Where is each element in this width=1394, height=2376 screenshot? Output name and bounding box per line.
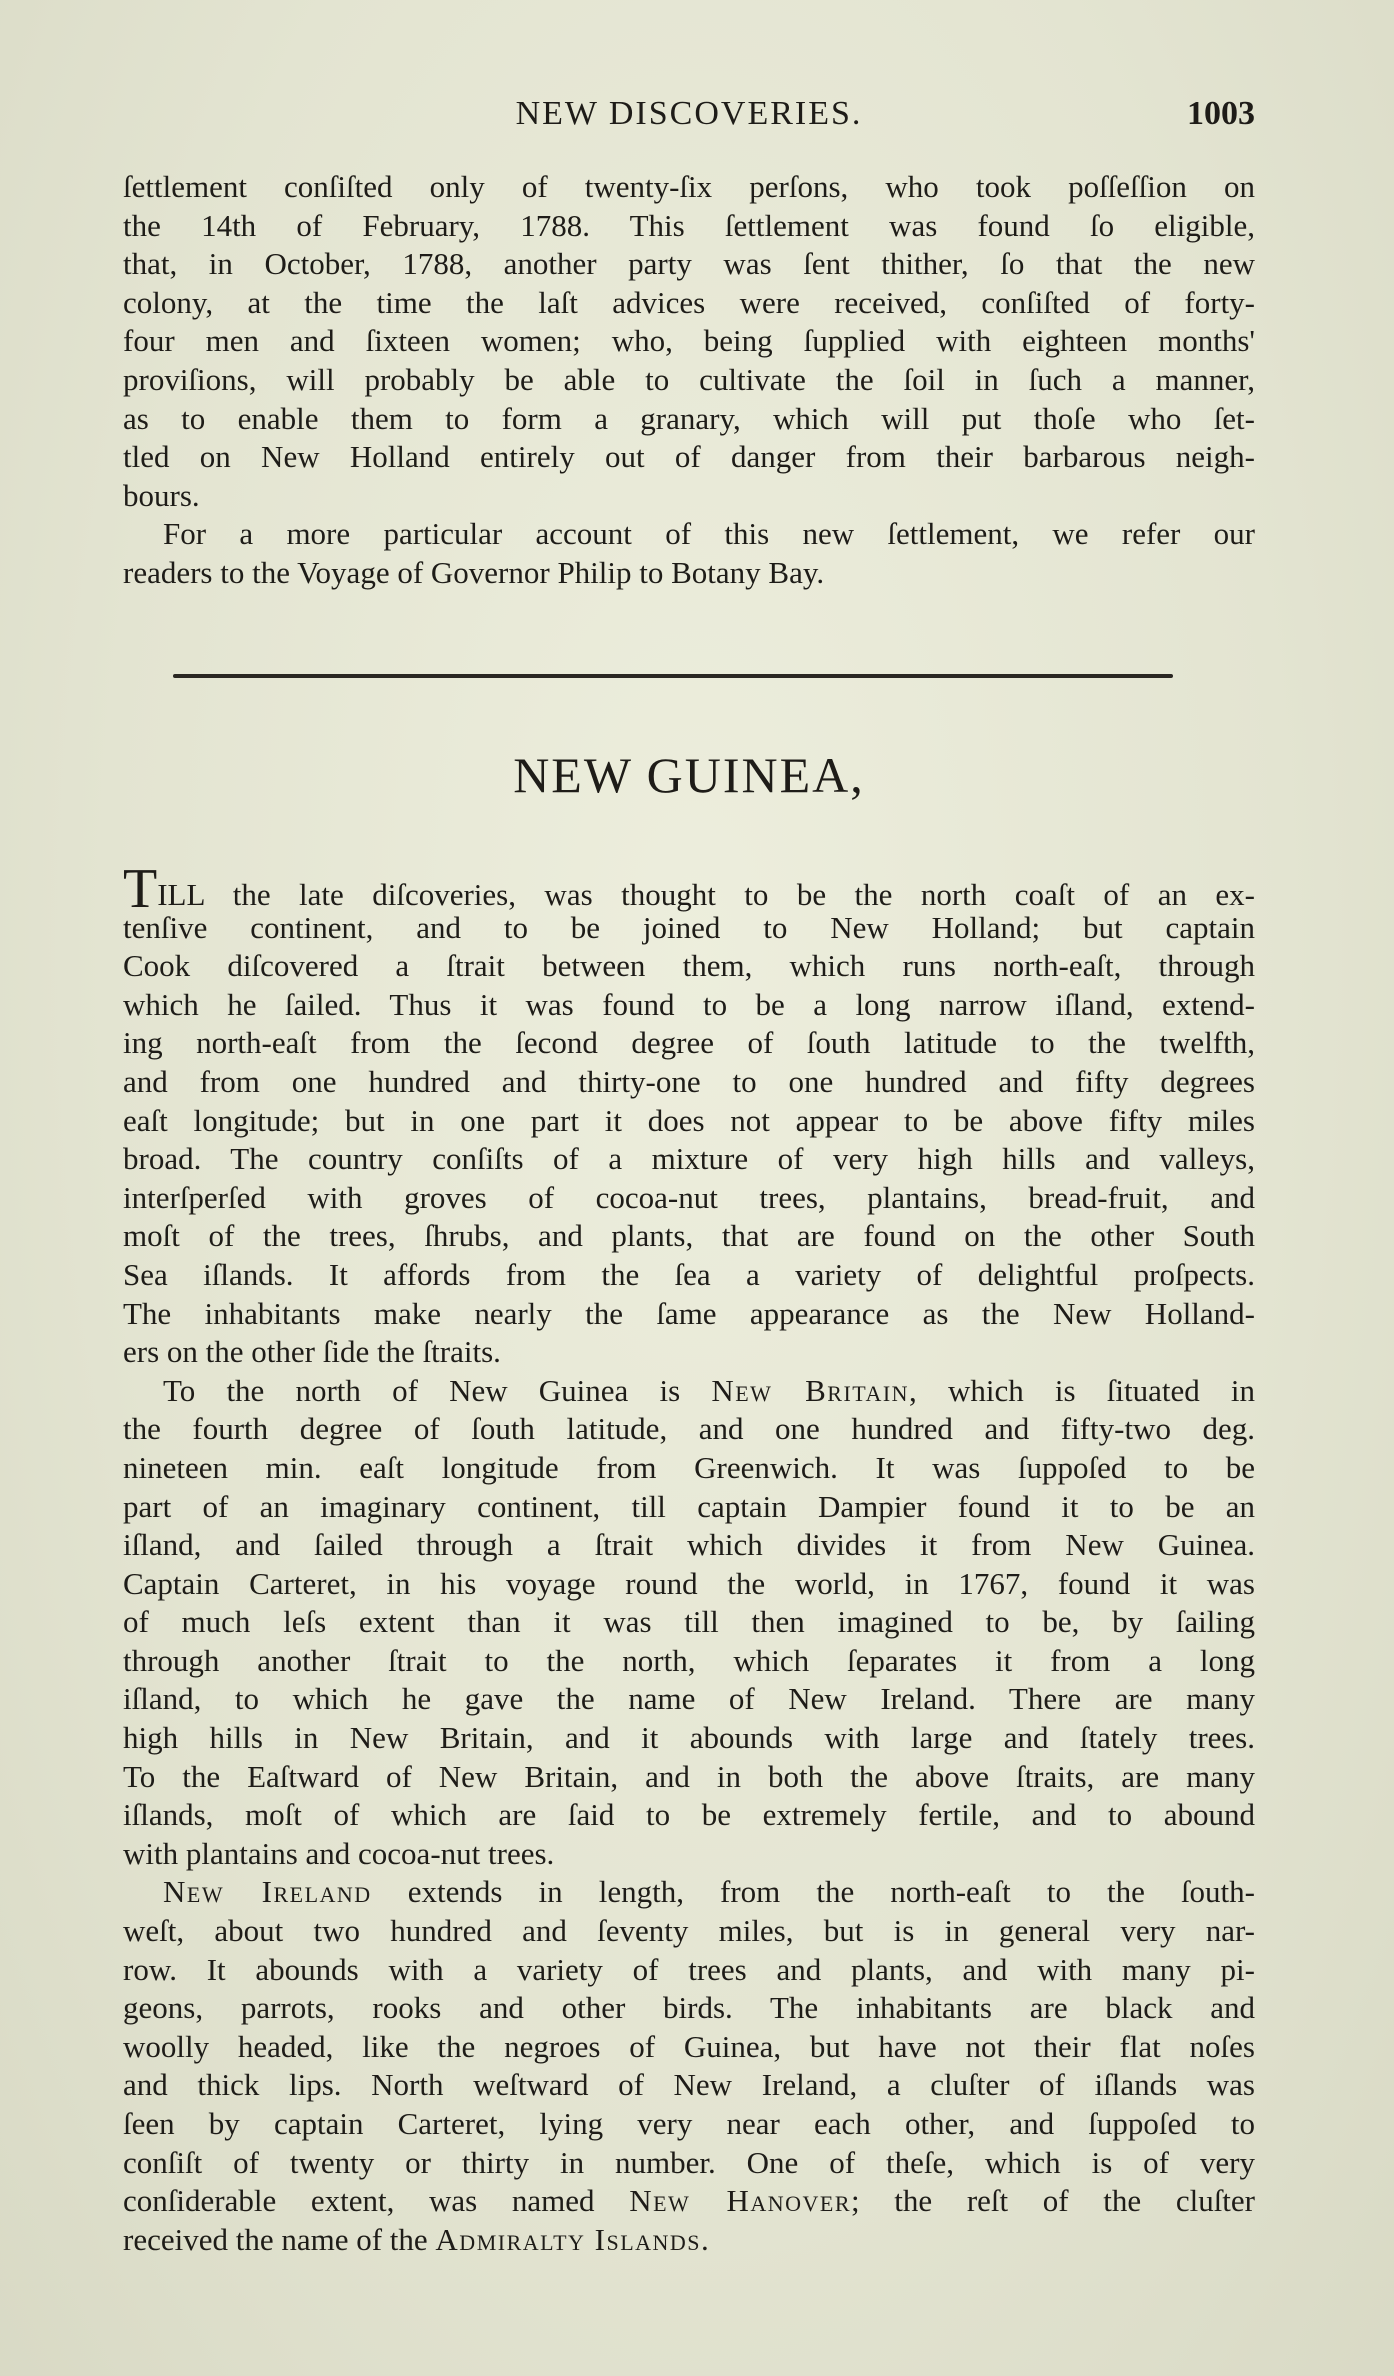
text-line: four men and ſixteen women; who, being ſupplied with eighteen months' (123, 323, 1255, 359)
text-line: readers to the Voyage of Governor Philip to Botany Bay. (123, 554, 825, 590)
paragraph (123, 168, 1255, 515)
text-line: the 14th of February, 1788. This ſettlement was found ſo eligible, (123, 207, 1255, 243)
text-line: interſperſed with groves of cocoa-nut trees, plantains, bread-fruit, and (123, 1179, 1255, 1215)
section-text-block (123, 858, 1256, 2259)
small-caps-name: New Hanover (629, 2183, 852, 2219)
drop-cap: T (123, 858, 158, 920)
text-line: The inhabitants make nearly the ſame appearance as the New Holland- (123, 1295, 1255, 1331)
text-line: that, in October, 1788, another party was ſent thither, ſo that the new (123, 246, 1255, 282)
text-line: weſt, about two hundred and ſeventy miles, but is in general very nar- (123, 1913, 1255, 1949)
text-line: tenſive continent, and to be joined to New Holland; but captain (123, 909, 1255, 945)
section-divider-rule (173, 674, 1173, 678)
text-line: Cook diſcovered a ſtrait between them, which runs north-eaſt, through (123, 948, 1255, 984)
text-line: ſettlement conſiſted only of twenty-ſix perſons, who took poſſeſſion on (123, 169, 1255, 204)
text-line: bours. (123, 477, 200, 513)
text-line: eaſt longitude; but in one part it does not appear to be above fifty miles (123, 1102, 1255, 1138)
text-line: geons, parrots, rooks and other birds. The inhabitants are black and (123, 1990, 1255, 2026)
text-line: as to enable them to form a granary, which will put thoſe who ſet- (123, 400, 1255, 436)
text-line: ſeen by captain Carteret, lying very near each other, and ſuppoſed to (123, 2106, 1255, 2141)
text-line: Captain Carteret, in his voyage round the world, in 1767, found it was (123, 1565, 1255, 1601)
text-line: ing north-eaſt from the ſecond degree of ſouth latitude to the twelfth, (123, 1025, 1255, 1061)
text-line: To the Eaſtward of New Britain, and in both the above ſtraits, are many (123, 1758, 1255, 1794)
paragraph (123, 1873, 1255, 2259)
text-line: Sea iſlands. It affords from the ſea a variety of delightful proſpects. (123, 1256, 1255, 1292)
text-line: and thick lips. North weſtward of New Ireland, a cluſter of iſlands was (123, 2067, 1255, 2103)
text-line: For a more particular account of this new ſettlement, we refer our (163, 516, 1255, 552)
small-caps-name: Admiralty Islands (435, 2221, 702, 2257)
text-line: conſiſt of twenty or thirty in number. One of theſe, which is of very (123, 2144, 1255, 2180)
text-line: which he ſailed. Thus it was found to be a long narrow iſland, extend- (123, 986, 1255, 1022)
paragraph (123, 515, 1255, 592)
text-line: nineteen min. eaſt longitude from Greenwich. It was ſuppoſed to be (123, 1449, 1255, 1485)
text-line: iſland, to which he gave the name of New Ireland. There are many (123, 1681, 1255, 1717)
paragraph (123, 1372, 1255, 1874)
text-line: moſt of the trees, ſhrubs, and plants, that are found on the other South (123, 1218, 1255, 1254)
text-line: TILL the late diſcoveries, was thought to be the north coaſt of an ex- (123, 858, 1255, 920)
text-line: conſiderable extent, was named New Hanover; the reſt of the cluſter (123, 2183, 1256, 2219)
text-line: To the north of New Guinea is New Britain, which is ſituated in (163, 1372, 1255, 1408)
text-line: tled on New Holland entirely out of danger from their barbarous neigh- (123, 439, 1255, 475)
text-line: of much leſs extent than it was till then imagined to be, by ſailing (123, 1604, 1255, 1640)
page-number: 1003 (1187, 95, 1255, 132)
text-line: colony, at the time the laſt advices were received, conſiſted of forty- (123, 284, 1255, 320)
text-line: ers on the other ſide the ſtraits. (123, 1334, 501, 1370)
section-title: NEW GUINEA, (513, 747, 865, 803)
small-caps-name: New Ireland (163, 1874, 372, 1910)
text-line: row. It abounds with a variety of trees and plants, and with many pi- (123, 1951, 1255, 1987)
text-line: New Ireland extends in length, from the north-eaſt to the ſouth- (163, 1874, 1255, 1910)
text-line: woolly headed, like the negroes of Guinea, but have not their flat noſes (123, 2028, 1255, 2064)
text-line: through another ſtrait to the north, which ſeparates it from a long (123, 1642, 1255, 1678)
text-line: with plantains and cocoa-nut trees. (123, 1835, 555, 1871)
text-line: iſland, and ſailed through a ſtrait which divides it from New Guinea. (123, 1527, 1255, 1563)
text-line: received the name of the Admiralty Islands. (123, 2221, 709, 2257)
text-line: broad. The country conſiſts of a mixture of very high hills and valleys, (123, 1141, 1255, 1177)
text-line: part of an imaginary continent, till captain Dampier found it to be an (123, 1488, 1255, 1524)
text-line: iſlands, moſt of which are ſaid to be extremely fertile, and to abound (123, 1797, 1255, 1833)
paragraph (123, 858, 1255, 1372)
running-head (123, 95, 1255, 145)
text-line: high hills in New Britain, and it abounds with large and ſtately trees. (123, 1720, 1255, 1756)
text-line: the fourth degree of ſouth latitude, and one hundred and fifty-two deg. (123, 1411, 1255, 1447)
top-text-block (123, 168, 1255, 593)
small-caps-name: New Britain (711, 1372, 910, 1408)
running-title: NEW DISCOVERIES. (515, 95, 863, 132)
text-line: proviſions, will probably be able to cultivate the ſoil in ſuch a manner, (123, 361, 1255, 397)
text-line: and from one hundred and thirty-one to one hundred and fifty degrees (123, 1063, 1255, 1099)
